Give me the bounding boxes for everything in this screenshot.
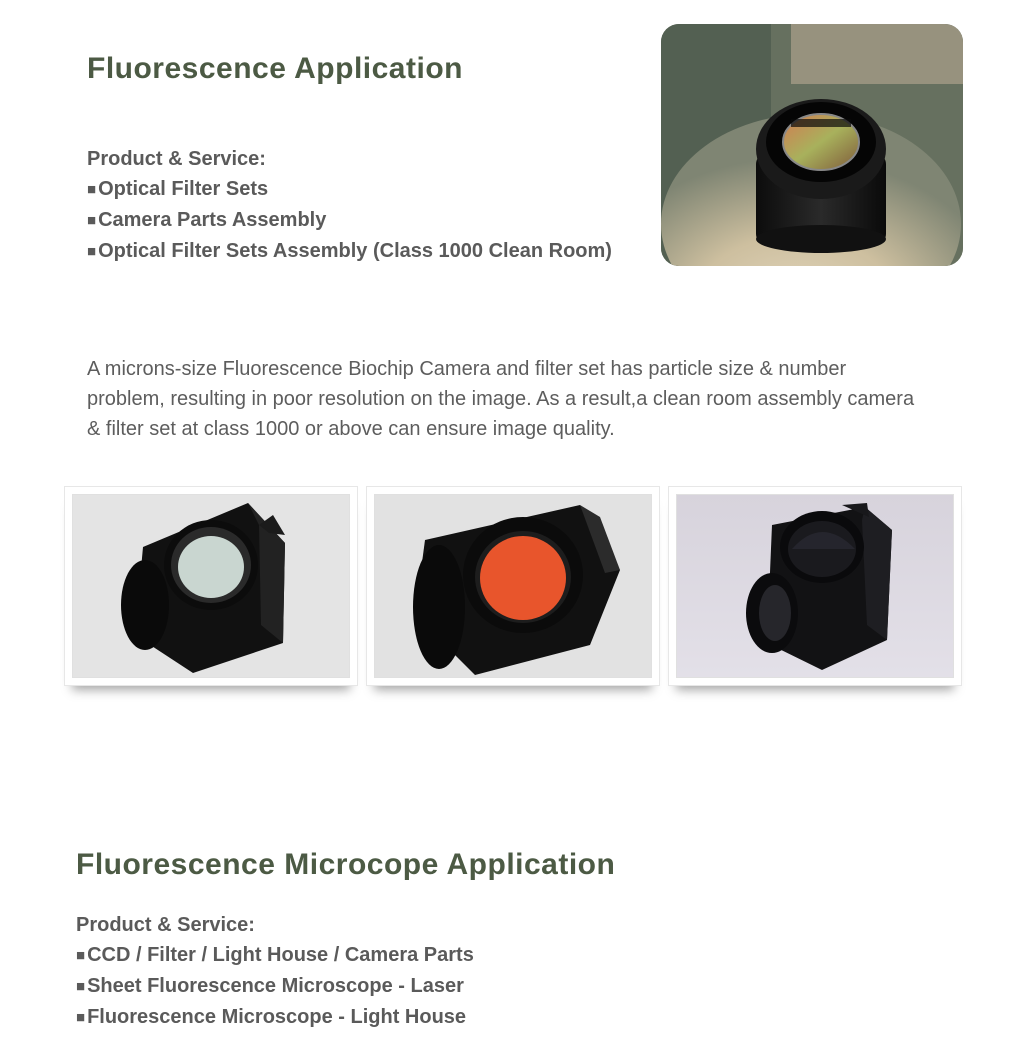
gallery-card bbox=[366, 486, 660, 686]
product-service-heading: Product & Service: bbox=[87, 148, 266, 170]
filter-cube-orange-lens-image bbox=[374, 494, 652, 678]
product-service-heading: Product & Service: bbox=[76, 914, 255, 936]
product-service-list bbox=[87, 144, 612, 267]
list-item bbox=[76, 940, 474, 971]
product-service-list bbox=[76, 910, 474, 1033]
square-bullet-icon: ■ bbox=[87, 181, 97, 198]
list-item-label: Sheet Fluorescence Microscope - Laser bbox=[87, 975, 464, 997]
description-paragraph: A microns-size Fluorescence Biochip Camera and filter set has particle size & number problem, resulting in poor resolution on the image. As a result,a clean room assembly camera & filter set at class 1000 or above can ensure image quality. bbox=[87, 358, 915, 440]
section-title-fluorescence-microscope-application: Fluorescence Microcope Application bbox=[76, 848, 616, 881]
gallery-card bbox=[64, 486, 358, 686]
square-bullet-icon: ■ bbox=[87, 243, 97, 260]
list-item-label: Camera Parts Assembly bbox=[98, 209, 327, 231]
square-bullet-icon: ■ bbox=[76, 978, 86, 995]
hero-photo-camera-filter bbox=[661, 24, 963, 266]
section-title-fluorescence-application: Fluorescence Application bbox=[87, 52, 463, 85]
square-bullet-icon: ■ bbox=[76, 1009, 86, 1026]
filter-cube-clear-lens-image bbox=[72, 494, 350, 678]
list-item bbox=[76, 971, 474, 1002]
list-item bbox=[87, 236, 612, 267]
lens-clear bbox=[178, 536, 244, 598]
list-item-label: Fluorescence Microscope - Light House bbox=[87, 1006, 467, 1028]
gallery-card bbox=[668, 486, 962, 686]
square-bullet-icon: ■ bbox=[76, 947, 86, 964]
list-item-label: CCD / Filter / Light House / Camera Parts bbox=[87, 944, 474, 966]
square-bullet-icon: ■ bbox=[87, 212, 97, 229]
list-item bbox=[76, 1002, 474, 1033]
lens-orange bbox=[480, 536, 566, 620]
filter-cube-dark-mirror-image bbox=[676, 494, 954, 678]
list-item bbox=[87, 205, 612, 236]
list-item-label: Optical Filter Sets bbox=[98, 178, 269, 200]
list-item-label: Optical Filter Sets Assembly (Class 1000 Clean Room) bbox=[98, 240, 612, 262]
list-item bbox=[87, 174, 612, 205]
